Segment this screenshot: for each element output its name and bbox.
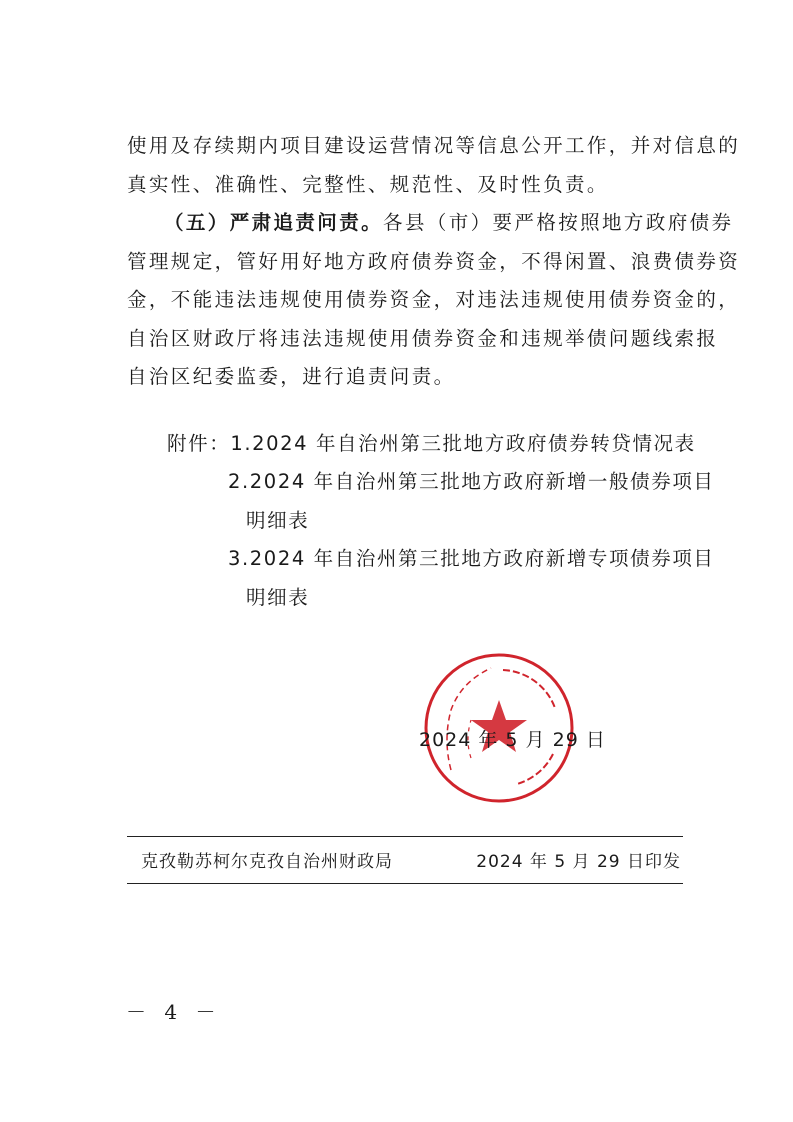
attachment-item-3: 3.2024 年自治州第三批地方政府新增专项债券项目 [228, 547, 715, 570]
attachment-item-3-cont: 明细表 [246, 586, 310, 609]
page-number: － 4 － [126, 1000, 222, 1024]
section5-line2: 管理规定，管好用好地方政府债券资金，不得闲置、浪费债券资 [127, 250, 741, 273]
stamp-uyghur-script [447, 668, 491, 770]
section5-line3: 金，不能违法违规使用债券资金，对违法违规使用债券资金的， [127, 288, 741, 311]
attachment-item-1: 1.2024 年自治州第三批地方政府债券转贷情况表 [230, 432, 696, 455]
footer-issuer: 克孜勒苏柯尔克孜自治州财政局 [141, 852, 393, 872]
footer-bottom-rule [127, 883, 683, 884]
paragraph1-line2: 真实性、准确性、完整性、规范性、及时性负责。 [127, 173, 609, 196]
attachments-first-line [167, 432, 696, 456]
signature-date: 2024 年 5 月 29 日 [419, 729, 606, 751]
attachment-item-2: 2.2024 年自治州第三批地方政府新增一般债券项目 [228, 470, 715, 493]
stamp-chinese-text-arc-bottom [517, 754, 553, 784]
attachments-label: 附件： [167, 432, 231, 455]
attachment-item-2-cont: 明细表 [246, 509, 310, 532]
footer-top-rule [127, 836, 683, 837]
section5-line5: 自治区纪委监委，进行追责问责。 [127, 365, 456, 388]
paragraph1-line1: 使用及存续期内项目建设运营情况等信息公开工作，并对信息的 [127, 134, 741, 157]
footer-issue-date: 2024 年 5 月 29 日印发 [476, 852, 681, 872]
section5-heading: （五）严肃追责问责。 [164, 211, 384, 234]
stamp-chinese-text-arc-top [503, 670, 555, 708]
section5-line1 [164, 211, 733, 235]
section5-text: 各县（市）要严格按照地方政府债券 [383, 211, 734, 234]
section5-line4: 自治区财政厅将违法违规使用债券资金和违规举债问题线索报 [127, 327, 719, 350]
